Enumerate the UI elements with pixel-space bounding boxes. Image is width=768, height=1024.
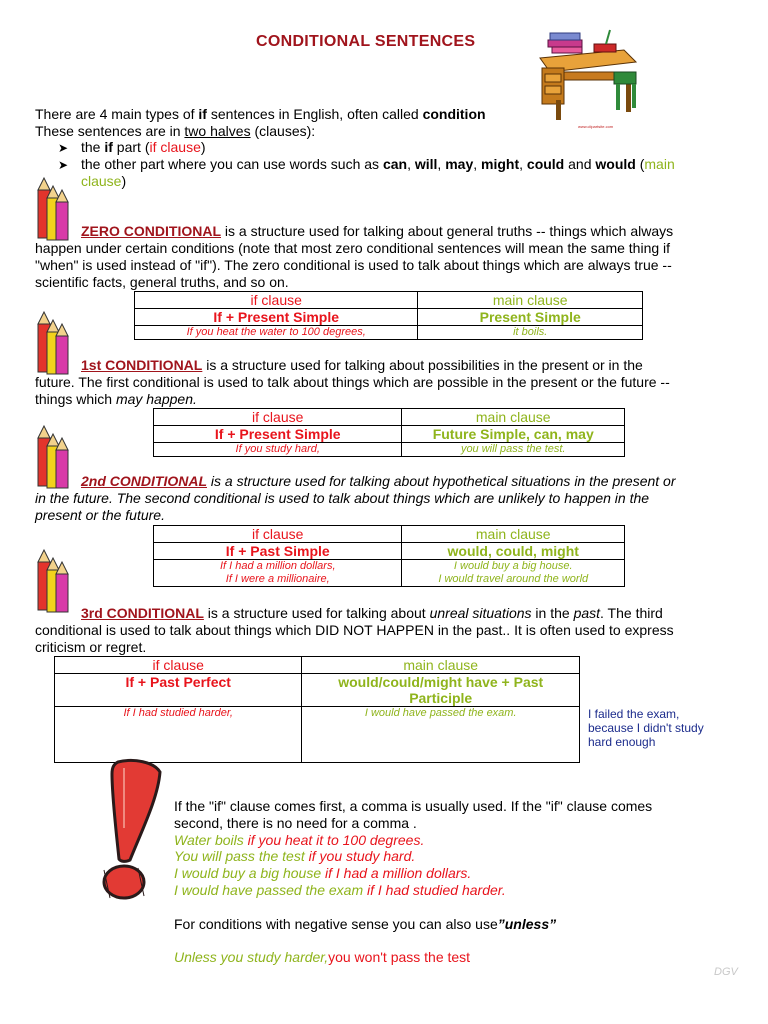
second-conditional-line-1: 2nd CONDITIONAL is a structure used for talking about hypothetical situations in the present or (81, 473, 676, 489)
second-conditional-line-3: present or the future. (35, 507, 165, 523)
main-clause-formula: would, could, might (402, 543, 625, 560)
main-clause-formula: would/could/might have + Past Participle (302, 674, 580, 707)
second-conditional-line-2: in the future. The second conditional is used to talk about things which are unlikely to happen in the (35, 490, 650, 506)
main-clause-formula: Future Simple, can, may (402, 426, 625, 443)
first-conditional-table (153, 408, 625, 457)
footer-initials: DGV (714, 966, 738, 978)
second-conditional-heading: 2nd CONDITIONAL (81, 473, 207, 489)
zero-conditional-table (134, 291, 643, 340)
bullet-other-part-cont: clause) (81, 173, 127, 189)
if-clause-header: if clause (154, 526, 402, 543)
main-clause-example: it boils. (418, 326, 643, 340)
if-clause-header: if clause (55, 657, 302, 674)
pencils-icon (35, 548, 71, 614)
main-clause-example: you will pass the test. (402, 443, 625, 457)
main-clause-header: main clause (302, 657, 580, 674)
main-clause-header: main clause (402, 409, 625, 426)
if-clause-header: if clause (135, 292, 418, 309)
if-clause-example: If I had studied harder, (55, 707, 302, 763)
if-clause-example: If you heat the water to 100 degrees, (135, 326, 418, 340)
zero-conditional-line-3: "when" is used instead of "if"). The zero conditional is used to talk about things which are always true -- (35, 257, 672, 273)
bullet-if-part: the if part (if clause) (81, 139, 206, 155)
bullet-other-part: the other part where you can use words such as can, will, may, might, could and would (main (81, 156, 675, 172)
if-clause-header: if clause (154, 409, 402, 426)
pencils-icon (35, 176, 71, 242)
exclamation-icon (90, 758, 176, 908)
first-conditional-line-3: things which may happen. (35, 391, 197, 407)
main-clause-formula: Present Simple (418, 309, 643, 326)
if-clause-formula: If + Past Simple (154, 543, 402, 560)
main-clause-header: main clause (418, 292, 643, 309)
if-clause-example: If I had a million dollars, If I were a millionaire, (154, 560, 402, 587)
zero-conditional-line-4: scientific facts, general truths, and so on. (35, 274, 289, 290)
page-title: CONDITIONAL SENTENCES (256, 33, 476, 50)
if-clause-example: If you study hard, (154, 443, 402, 457)
example-third: I would have passed the exam if I had studied harder. (174, 882, 506, 898)
unless-example: Unless you study harder,you won't pass the test (174, 949, 471, 965)
comma-rule-line-1: If the "if" clause comes first, a comma is usually used. If the "if" clause comes (174, 798, 653, 814)
bullet-arrow-icon: ➤ (58, 158, 69, 172)
example-first: You will pass the test if you study hard. (174, 848, 416, 864)
zero-conditional-line-1: ZERO CONDITIONAL is a structure used for talking about general truths -- things which always (81, 223, 674, 239)
first-conditional-line-2: future. The first conditional is used to talk about things which are possible in the present or the future -- (35, 374, 670, 390)
first-conditional-heading: 1st CONDITIONAL (81, 357, 203, 373)
if-clause-formula: If + Present Simple (154, 426, 402, 443)
second-conditional-table (153, 525, 625, 587)
zero-conditional-line-2: happen under certain conditions (note that most zero conditional sentences will mean the same thing if (35, 240, 671, 256)
third-conditional-line-1: 3rd CONDITIONAL is a structure used for talking about unreal situations in the past. The third (81, 605, 663, 621)
third-conditional-line-2: conditional is used to talk about things which DID NOT HAPPEN in the past.. It is often used to express (35, 622, 674, 638)
third-conditional-line-3: criticism or regret. (35, 639, 147, 655)
pencils-icon (35, 310, 71, 376)
comma-rule-line-2: second, there is no need for a comma . (174, 815, 417, 831)
example-second: I would buy a big house if I had a million dollars. (174, 865, 472, 881)
example-zero: Water boils if you heat it to 100 degrees. (174, 832, 425, 848)
intro-line-1: There are 4 main types of if sentences in English, often called condition (35, 106, 486, 122)
if-clause-formula: If + Past Perfect (55, 674, 302, 707)
if-clause-formula: If + Present Simple (135, 309, 418, 326)
bullet-arrow-icon: ➤ (58, 141, 69, 155)
zero-conditional-heading: ZERO CONDITIONAL (81, 223, 221, 239)
side-note: I failed the exam, because I didn't study hard enough (588, 707, 704, 749)
third-conditional-heading: 3rd CONDITIONAL (81, 605, 204, 621)
first-conditional-line-1: 1st CONDITIONAL is a structure used for talking about possibilities in the present or in the (81, 357, 643, 373)
unless-rule: For conditions with negative sense you can also use”unless” (174, 916, 557, 932)
svg-text:www.clipartsite.com: www.clipartsite.com (578, 124, 614, 129)
pencils-icon (35, 424, 71, 490)
main-clause-example: I would have passed the exam. (302, 707, 580, 763)
main-clause-example: I would buy a big house. I would travel around the world (402, 560, 625, 587)
main-clause-header: main clause (402, 526, 625, 543)
third-conditional-table (54, 656, 580, 763)
intro-line-2: These sentences are in two halves (clauses): (35, 123, 316, 139)
